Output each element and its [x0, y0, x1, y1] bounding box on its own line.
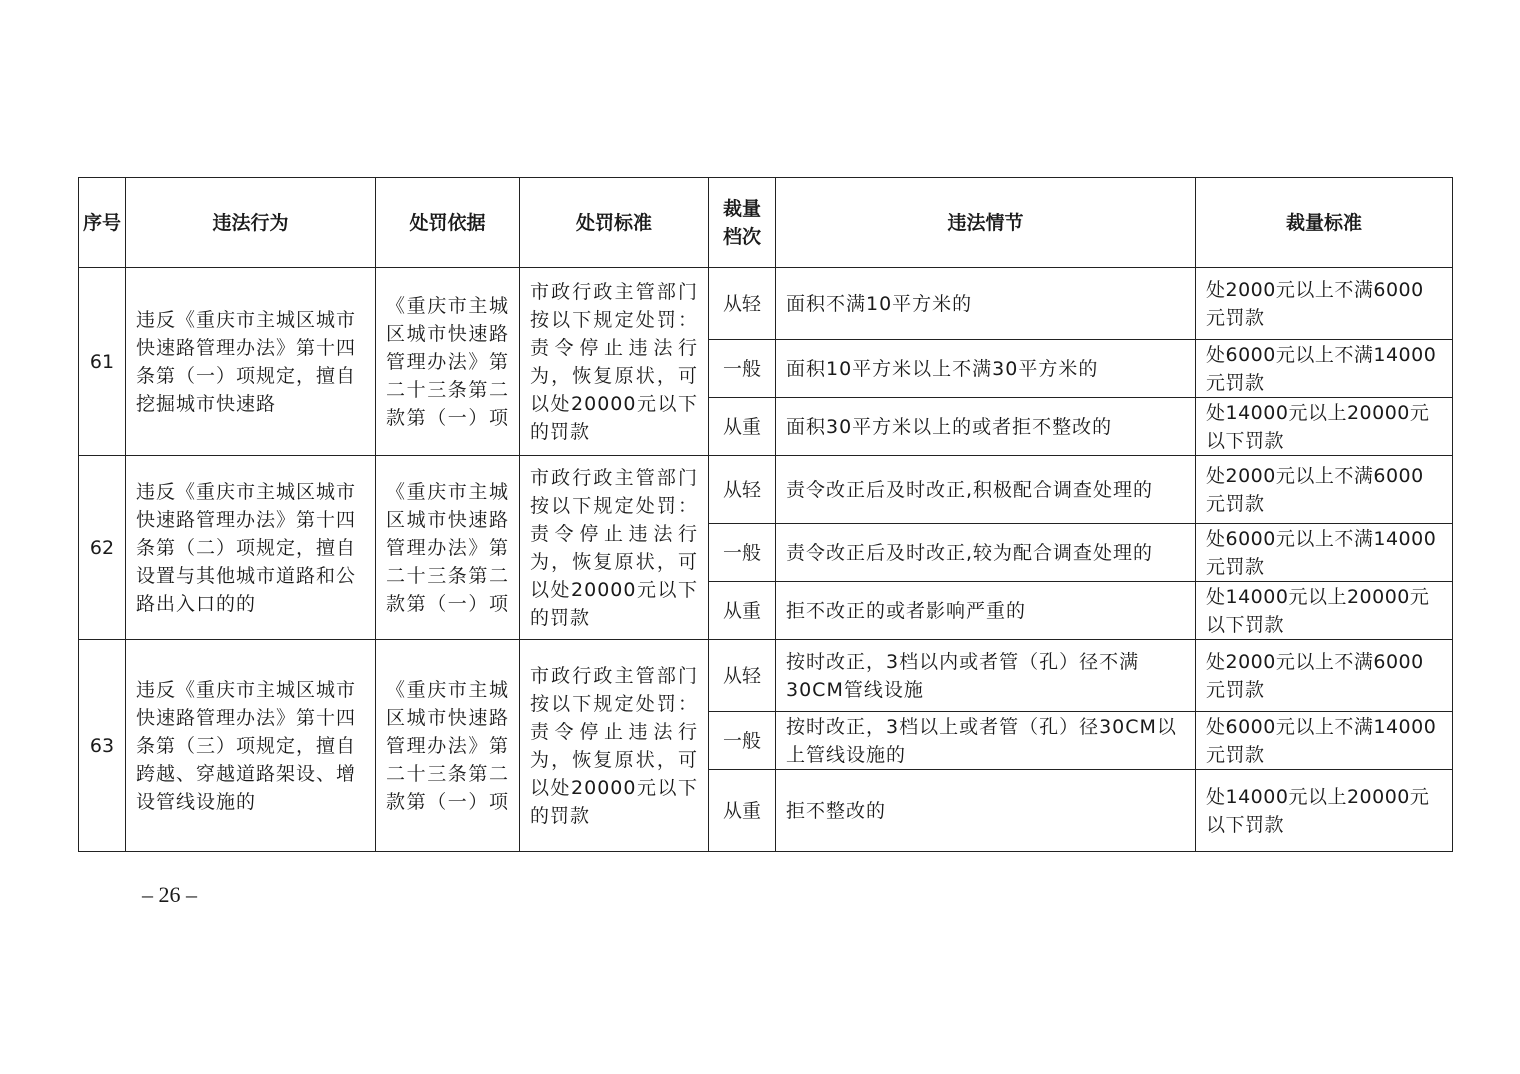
penalty-discretion-table	[78, 177, 1453, 852]
table-header-row	[79, 178, 1453, 268]
violation-circumstance: 按时改正，3档以内或者管（孔）径不满30CM管线设施	[776, 640, 1196, 712]
header-circumstance: 违法情节	[776, 178, 1196, 268]
discretion-level: 一般	[709, 712, 776, 770]
discretion-standard: 处14000元以上20000元以下罚款	[1196, 398, 1453, 456]
row-number: 63	[79, 640, 126, 852]
header-act: 违法行为	[126, 178, 376, 268]
discretion-standard: 处6000元以上不满14000元罚款	[1196, 712, 1453, 770]
header-no: 序号	[79, 178, 126, 268]
violation-circumstance: 责令改正后及时改正,较为配合调查处理的	[776, 524, 1196, 582]
discretion-level: 从重	[709, 582, 776, 640]
penalty-basis: 《重庆市主城区城市快速路管理办法》第二十三条第二款第（一）项	[376, 640, 520, 852]
header-result: 裁量标准	[1196, 178, 1453, 268]
discretion-standard: 处2000元以上不满6000元罚款	[1196, 268, 1453, 340]
violation-circumstance: 面积不满10平方米的	[776, 268, 1196, 340]
discretion-standard: 处6000元以上不满14000元罚款	[1196, 524, 1453, 582]
penalty-standard: 市政行政主管部门按以下规定处罚：责令停止违法行为，恢复原状，可以处20000元以下的罚款	[520, 268, 709, 456]
header-standard: 处罚标准	[520, 178, 709, 268]
header-level: 裁量档次	[709, 178, 776, 268]
discretion-level: 一般	[709, 340, 776, 398]
violation-circumstance: 面积30平方米以上的或者拒不整改的	[776, 398, 1196, 456]
violation-circumstance: 责令改正后及时改正,积极配合调查处理的	[776, 456, 1196, 524]
discretion-level: 从轻	[709, 268, 776, 340]
discretion-standard: 处2000元以上不满6000元罚款	[1196, 640, 1453, 712]
penalty-basis: 《重庆市主城区城市快速路管理办法》第二十三条第二款第（一）项	[376, 268, 520, 456]
discretion-level: 一般	[709, 524, 776, 582]
table-row	[79, 456, 1453, 524]
violation-circumstance: 拒不整改的	[776, 770, 1196, 852]
discretion-level: 从重	[709, 398, 776, 456]
violation-circumstance: 拒不改正的或者影响严重的	[776, 582, 1196, 640]
violation-circumstance: 按时改正，3档以上或者管（孔）径30CM以上管线设施的	[776, 712, 1196, 770]
violation-circumstance: 面积10平方米以上不满30平方米的	[776, 340, 1196, 398]
violation-act: 违反《重庆市主城区城市快速路管理办法》第十四条第（一）项规定，擅自挖掘城市快速路	[126, 268, 376, 456]
table-row	[79, 268, 1453, 340]
row-number: 61	[79, 268, 126, 456]
discretion-standard: 处14000元以上20000元以下罚款	[1196, 582, 1453, 640]
discretion-standard: 处2000元以上不满6000元罚款	[1196, 456, 1453, 524]
discretion-standard: 处14000元以上20000元以下罚款	[1196, 770, 1453, 852]
discretion-level: 从轻	[709, 640, 776, 712]
discretion-level: 从轻	[709, 456, 776, 524]
violation-act: 违反《重庆市主城区城市快速路管理办法》第十四条第（三）项规定，擅自跨越、穿越道路架设、增设管线设施的	[126, 640, 376, 852]
penalty-standard: 市政行政主管部门按以下规定处罚：责令停止违法行为，恢复原状，可以处20000元以下的罚款	[520, 456, 709, 640]
penalty-basis: 《重庆市主城区城市快速路管理办法》第二十三条第二款第（一）项	[376, 456, 520, 640]
header-basis: 处罚依据	[376, 178, 520, 268]
discretion-level: 从重	[709, 770, 776, 852]
penalty-standard: 市政行政主管部门按以下规定处罚：责令停止违法行为，恢复原状，可以处20000元以下的罚款	[520, 640, 709, 852]
discretion-standard: 处6000元以上不满14000元罚款	[1196, 340, 1453, 398]
row-number: 62	[79, 456, 126, 640]
table-row	[79, 640, 1453, 712]
page-number: – 26 –	[142, 882, 197, 907]
violation-act: 违反《重庆市主城区城市快速路管理办法》第十四条第（二）项规定，擅自设置与其他城市道路和公路出入口的的	[126, 456, 376, 640]
